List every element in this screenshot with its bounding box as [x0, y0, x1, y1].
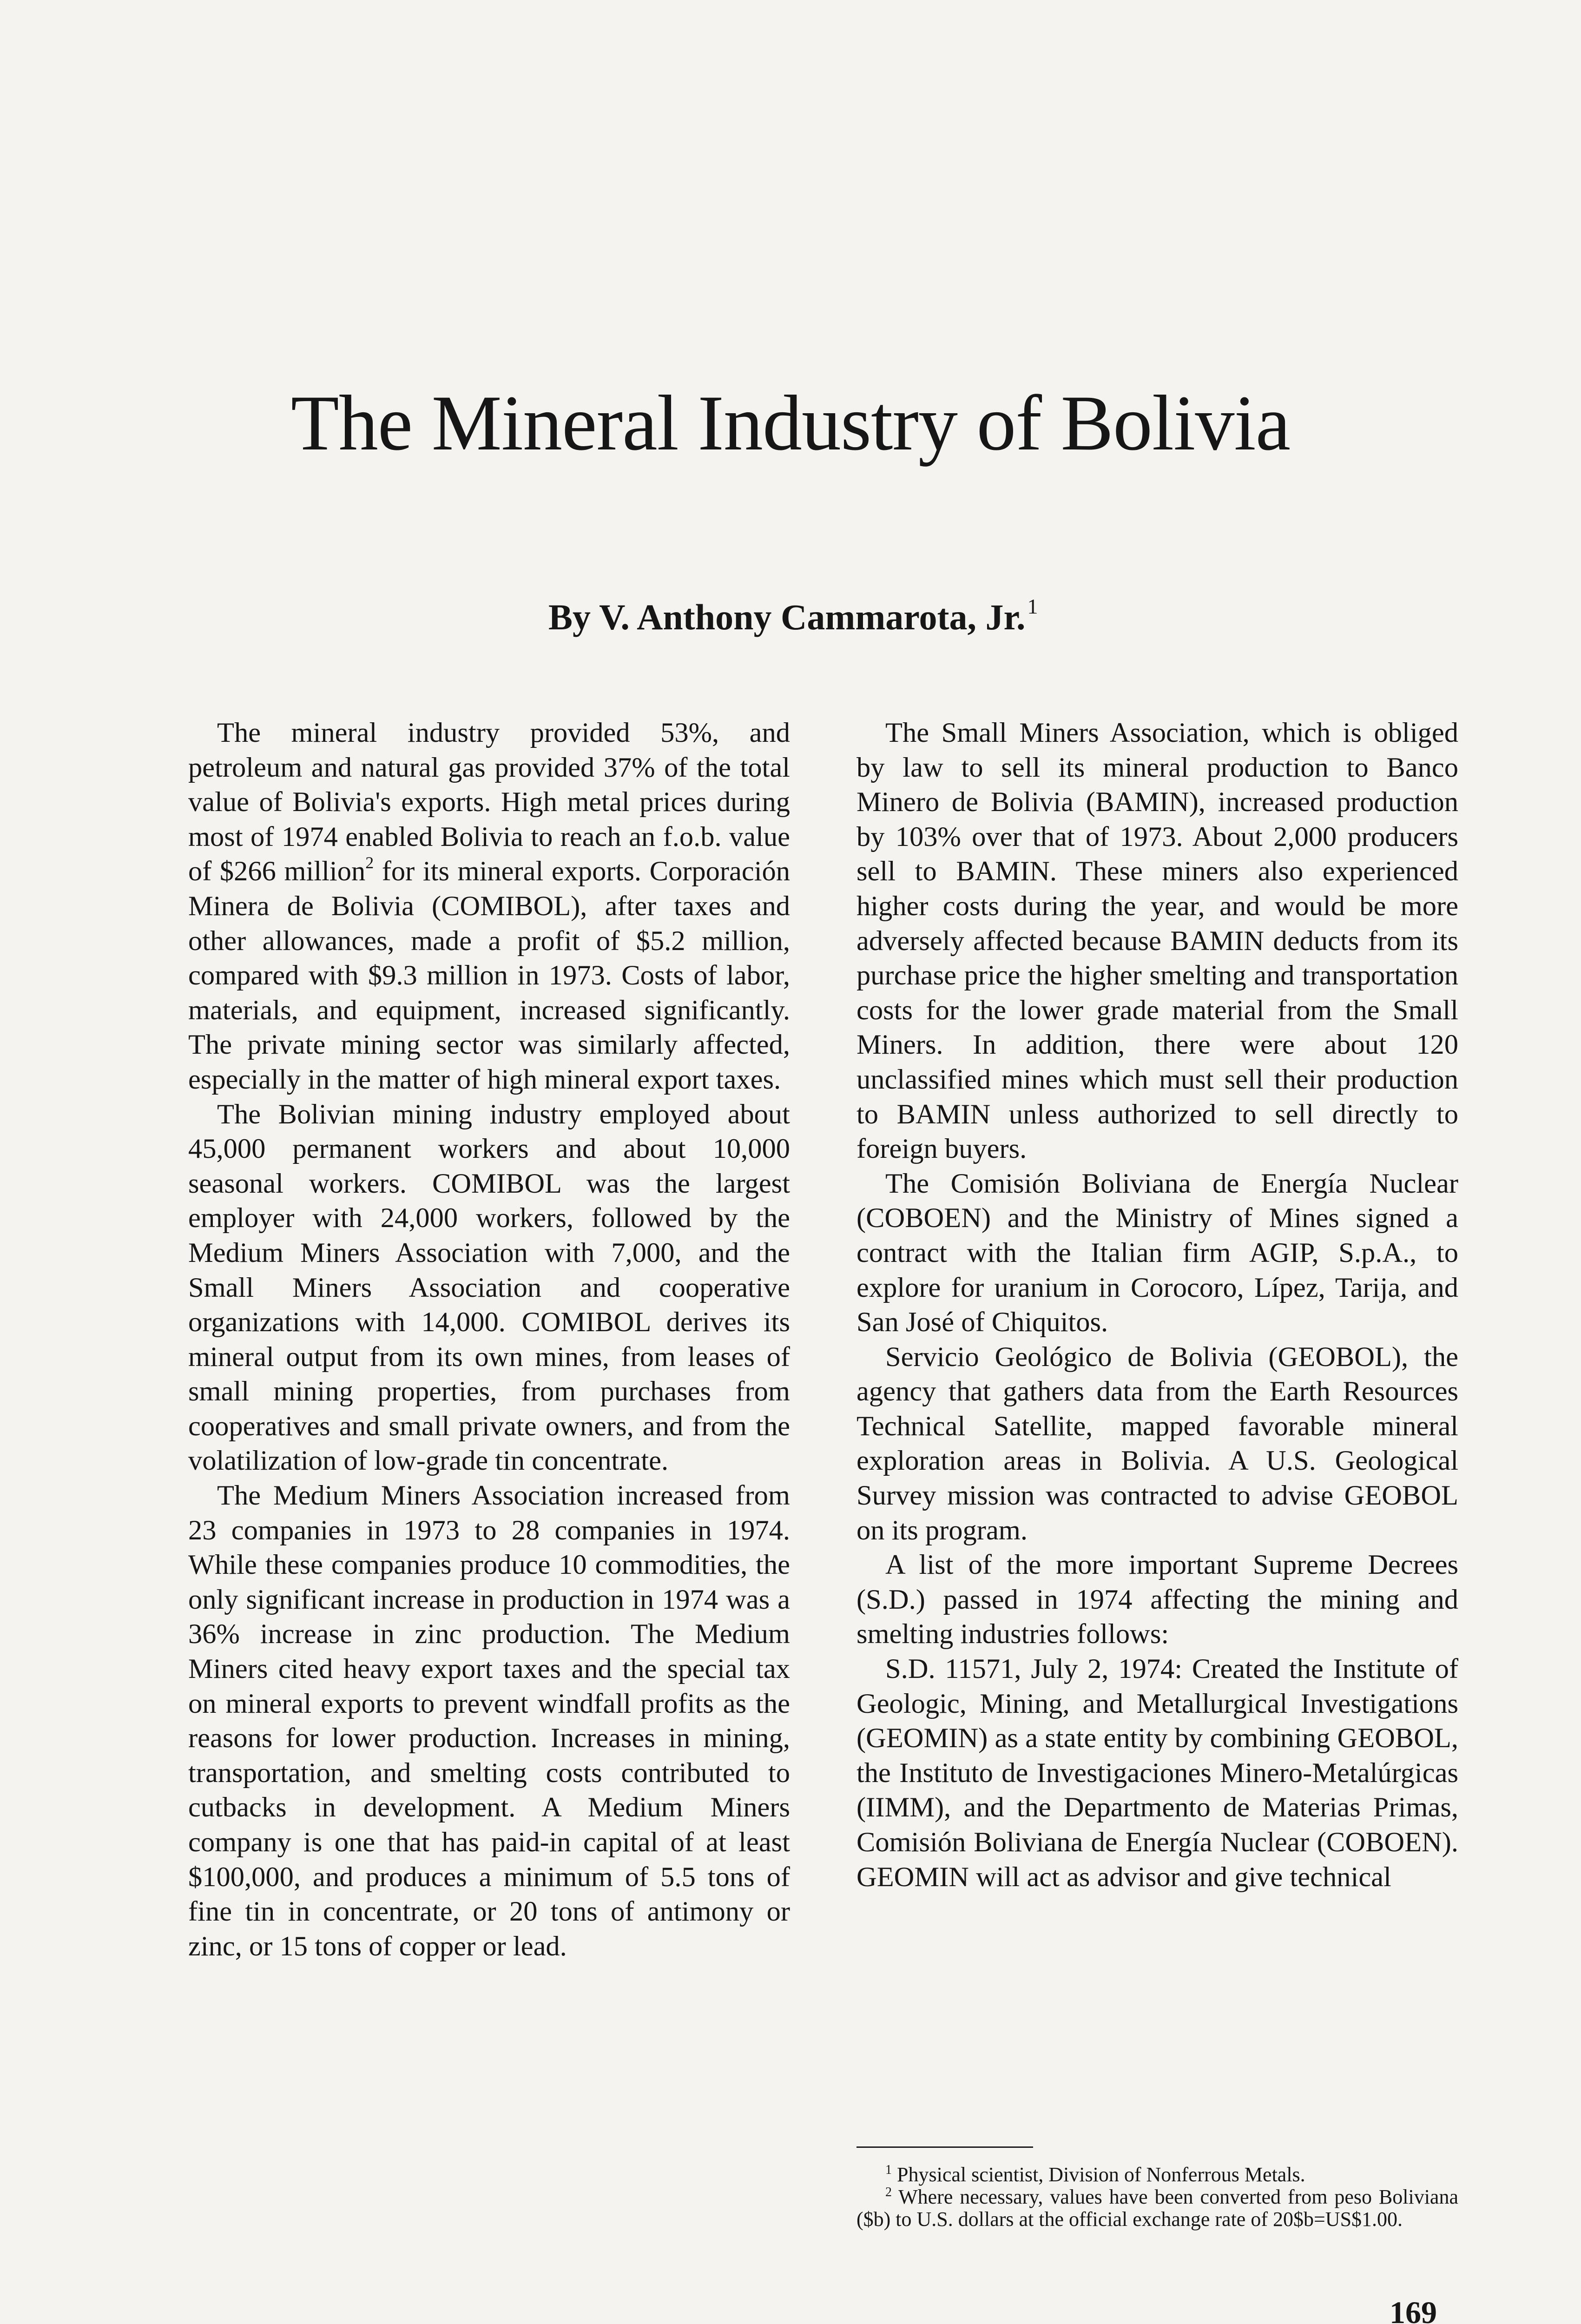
author-byline: [548, 583, 1038, 640]
article-title: The Mineral Industry of Bolivia: [290, 379, 1291, 467]
footnote-mark: 2: [365, 853, 374, 872]
paragraph-supreme-decrees: A list of the more important Supreme Decrees (S.D.) passed in 1974 affecting the mining and smelting industries follows:: [856, 1549, 1458, 1650]
author-name: By V. Anthony Cammarota, Jr.: [548, 597, 1026, 637]
paragraph-geobol: Servicio Geológico de Bolivia (GEOBOL), the agency that gathers data from the Earth Resources Technical Satellite, mapped favorable mineral exploration areas in Bolivia. A U.S. Geological Survey mission was contracted to advise GEOBOL on its program.: [856, 1341, 1458, 1546]
author-footnote-mark: 1: [1027, 594, 1038, 618]
paragraph-uranium-contract: The Comisión Boliviana de Energía Nuclear (COBOEN) and the Ministry of Mines signed a contract with the Italian firm AGIP, S.p.A., to explore for uranium in Corocoro, Lípez, Tarija, and San José of Chiquitos.: [856, 1168, 1458, 1338]
paragraph-decree-11571: S.D. 11571, July 2, 1974: Created the Institute of Geologic, Mining, and Metallurgical Investigations (GEOMIN) as a state entity by combining GEOBOL, the Instituto de Investigaciones Minero-Metalúrgicas (IIMM), and the Departmento de Materias Primas, Comisión Boliviana de Energía Nuclear (COBOEN). GEOMIN will act as advisor and give technical: [856, 1653, 1458, 1893]
paragraph-mineral-exports: The mineral industry provided 53%, and petroleum and natural gas provided 37% of the total value of Bolivia's exports. High metal prices during most of 1974 enabled Bolivia to reach an f.o.b. value of $266 million$^2$ for its mineral exports. Corporación Minera de Bolivia (COMIBOL), after taxes and other allowances, made a profit of $5.2 million, compared with $9.3 million in 1973. Costs of labor, materials, and equipment, increased significantly. The private mining sector was similarly affected, especially in the matter of high mineral export taxes.: [188, 717, 790, 1095]
paragraph-medium-miners: The Medium Miners Association increased from 23 companies in 1973 to 28 companies in 1974. While these companies produce 10 commodities, the only significant increase in production in 1974 was a 36% increase in zinc production. The Medium Miners cited heavy export taxes and the special tax on mineral exports to prevent windfall profits as the reasons for lower production. Increases in mining, transportation, and smelting costs contributed to cutbacks in development. A Medium Miners company is one that has paid-in capital of at least $100,000, and produces a minimum of 5.5 tons of fine tin in concentrate, or 20 tons of antimony or zinc, or 15 tons of copper or lead.: [188, 1480, 790, 1962]
footnote-2: $^2$ Where necessary, values have been converted from peso Boliviana ($b) to U.S. dollars at the official exchange rate of 20$b=US$1.00.: [856, 2185, 1458, 2231]
footnotes: [856, 2164, 1458, 2231]
footnote-1: $^1$ Physical scientist, Division of Nonferrous Metals.: [885, 2163, 1305, 2186]
left-column: [188, 716, 790, 1964]
paragraph-small-miners: The Small Miners Association, which is obliged by law to sell its mineral production to Banco Minero de Bolivia (BAMIN), increased production by 103% over that of 1973. About 2,000 producers sell to BAMIN. These miners also experienced higher costs during the year, and would be more adversely affected because BAMIN deducts from its purchase price the higher smelting and transportation costs for the lower grade material from the Small Miners. In addition, there were about 120 unclassified mines which must sell their production to BAMIN unless authorized to sell directly to foreign buyers.: [856, 717, 1458, 1165]
paragraph-employment: The Bolivian mining industry employed about 45,000 permanent workers and about 10,000 seasonal workers. COMIBOL was the largest employer with 24,000 workers, followed by the Medium Miners Association with 7,000, and the Small Miners Association and cooperative organizations with 14,000. COMIBOL derives its mineral output from its own mines, from leases of small mining properties, from purchases from cooperatives and small private owners, and from the volatilization of low-grade tin concentrate.: [188, 1098, 790, 1477]
right-column: [856, 716, 1458, 1895]
footnote-divider: [856, 2146, 1033, 2148]
page-number: 169: [1390, 2295, 1437, 2324]
